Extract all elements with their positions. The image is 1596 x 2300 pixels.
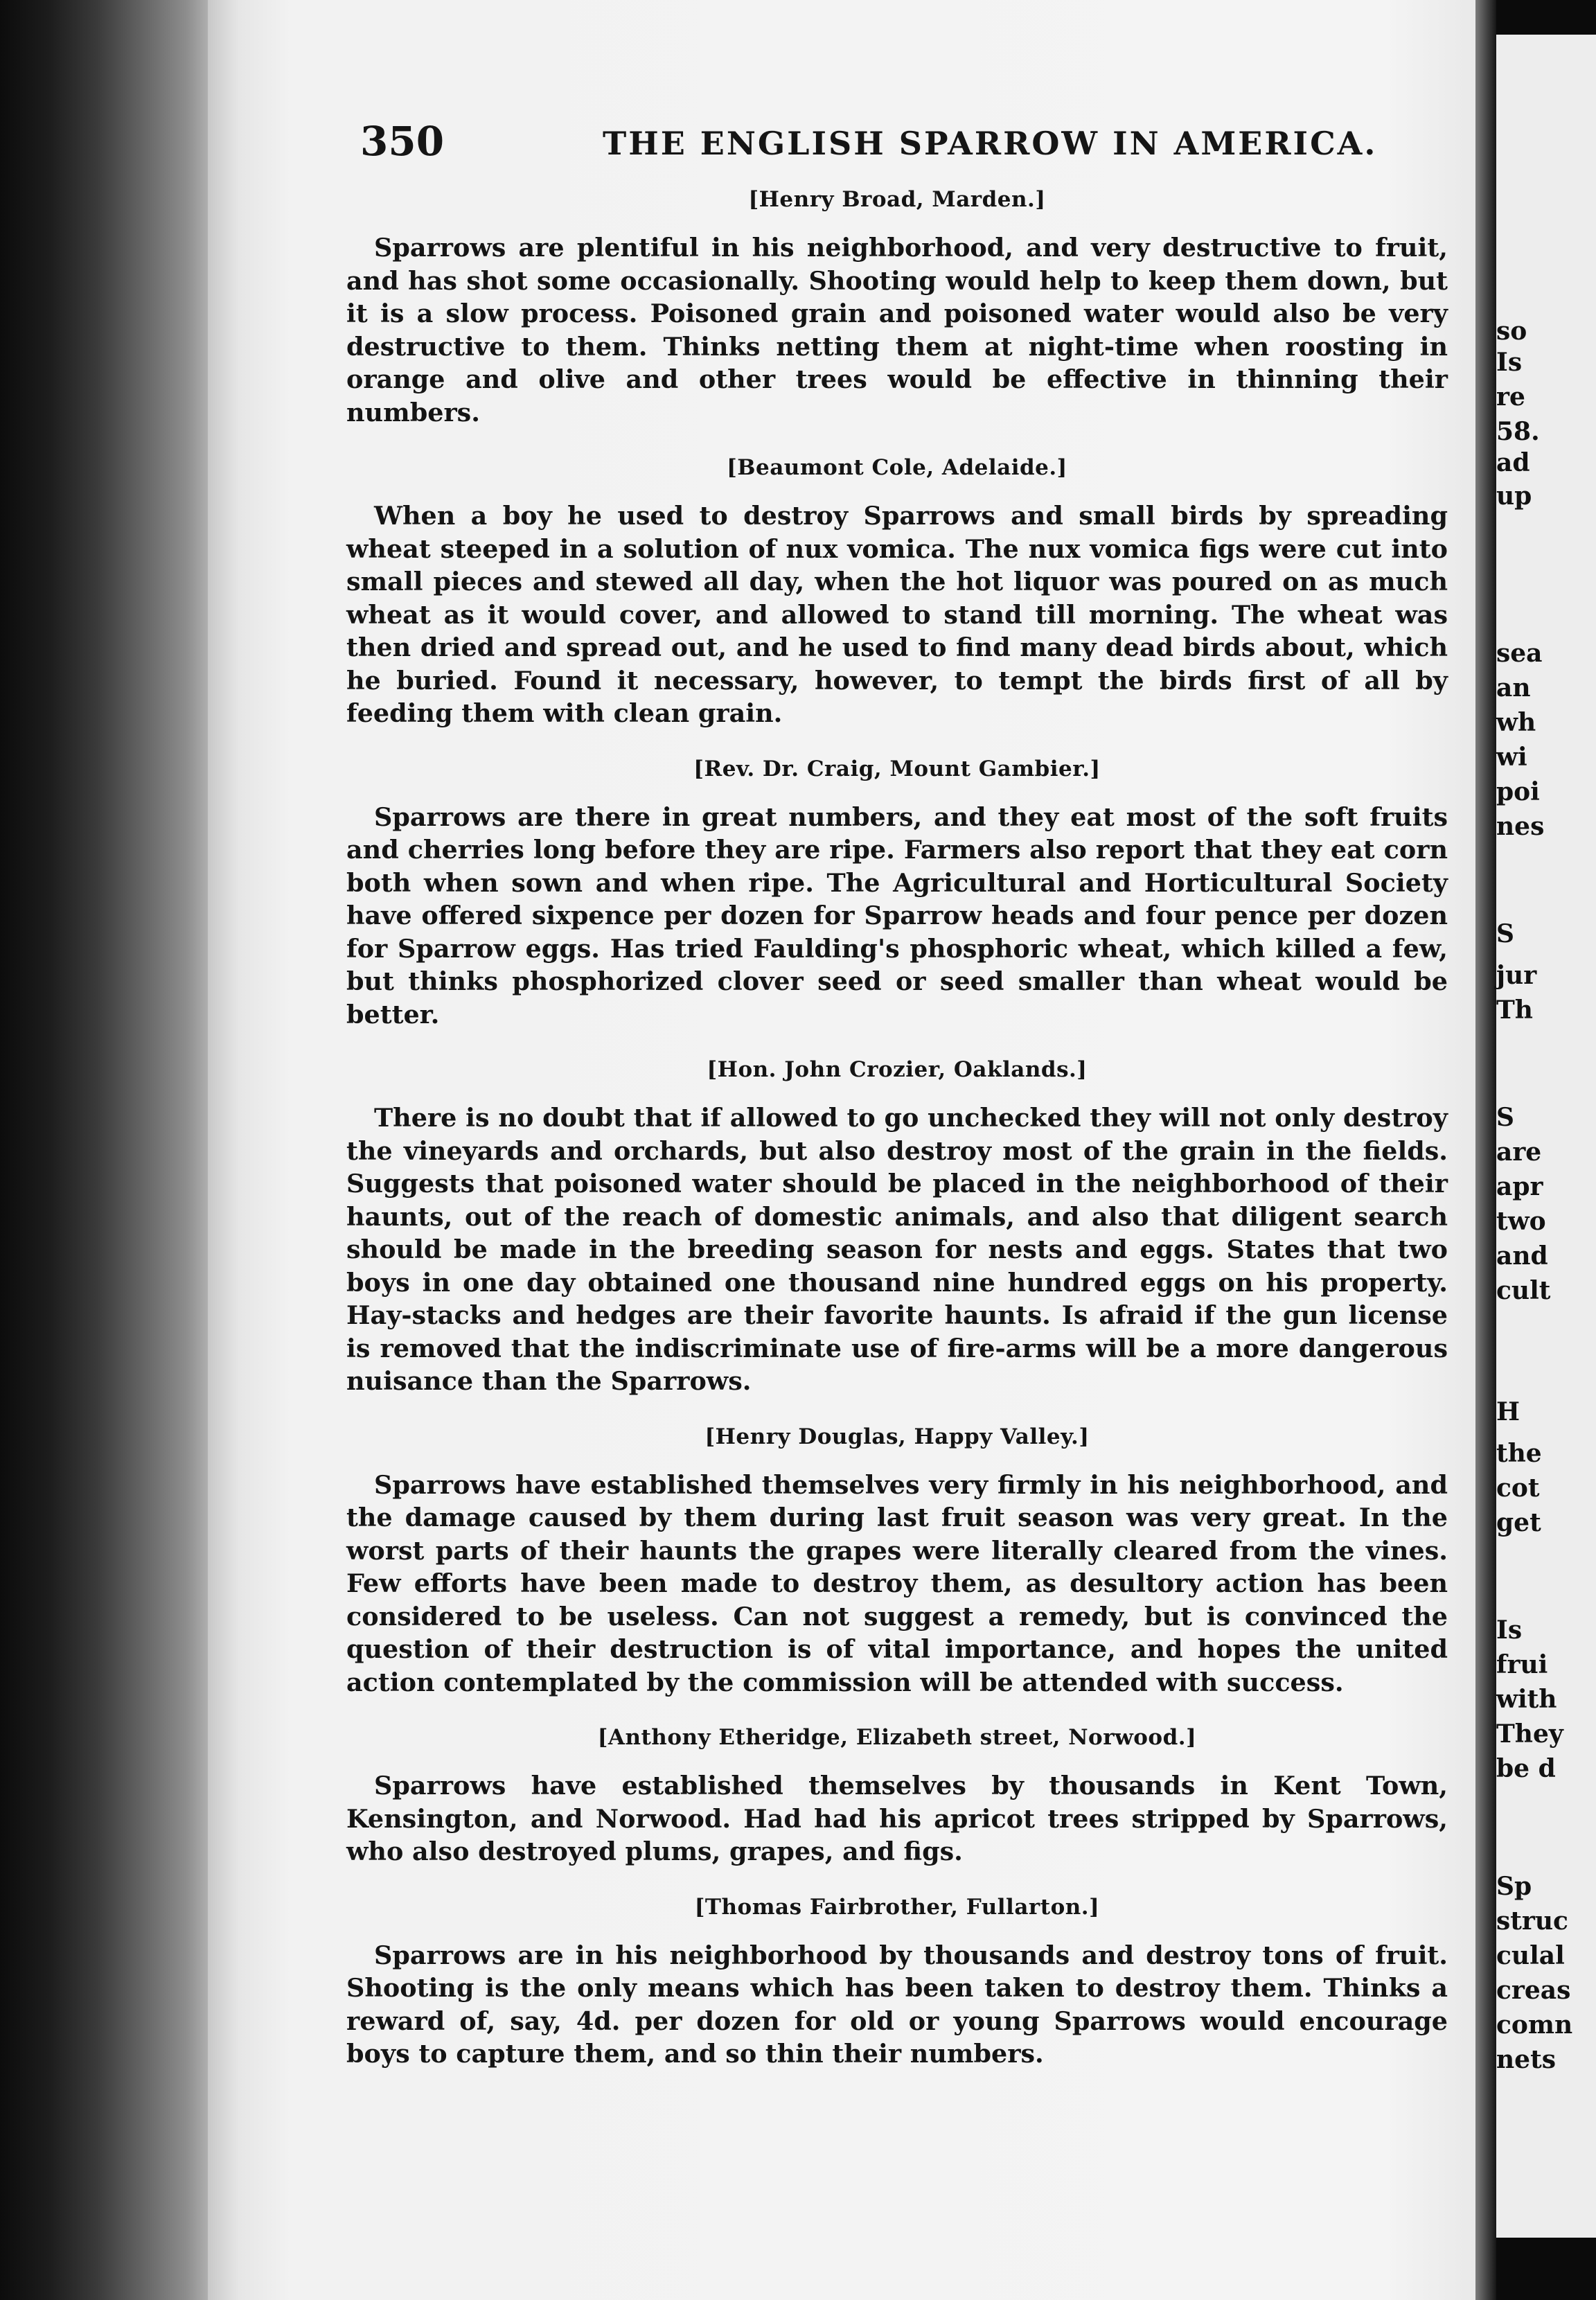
- correspondent-entry: [346, 455, 1448, 730]
- facing-text-fragment: and: [1496, 1241, 1548, 1271]
- book-binding-edge: [0, 0, 229, 2300]
- entry-attribution: [Hon. John Crozier, Oaklands.]: [707, 1057, 1088, 1082]
- entry-text: Sparrows have established themselves very firmly in his neighborhood, and the damage caused by them during last fruit season was very great. In the worst parts of their haunts the grapes were literally cleared from the vines. Few efforts have been made to destroy them, as desultory action has been considered to be useless. Can not suggest a remedy, but is convinced the question of their destruction is of vital importance, and hopes the united action contemplated by the commission will be attended with success.: [346, 1469, 1448, 1697]
- entry-text: Sparrows have established themselves by thousands in Kent Town, Kensington, and Norwood. Had had his apricot trees stripped by Sparrows, who also destroyed plums, grapes, and figs.: [346, 1771, 1448, 1866]
- facing-text-fragment: get: [1496, 1508, 1541, 1537]
- entry-attribution: [Thomas Fairbrother, Fullarton.]: [694, 1894, 1100, 1920]
- facing-text-fragment: wh: [1496, 708, 1536, 737]
- facing-text-fragment: nes: [1496, 812, 1545, 841]
- facing-text-fragment: poi: [1496, 777, 1540, 806]
- facing-text-fragment: ad: [1496, 448, 1530, 477]
- facing-text-fragment: up: [1496, 481, 1532, 511]
- entry-attribution: [Anthony Etheridge, Elizabeth street, Norwood.]: [597, 1725, 1197, 1750]
- entry-text: Sparrows are there in great numbers, and they eat most of the soft fruits and cherries long before they are ripe. Farmers also report that they eat corn both when sown and when ripe. The Agricultural and Horticultural Society have offered sixpence per dozen for Sparrow heads and four pence per dozen for Sparrow eggs. Has tried Faulding's phosphoric wheat, which killed a few, but thinks phosphorized clover seed or seed smaller than wheat would be better.: [346, 802, 1448, 1029]
- facing-text-fragment: 58.: [1496, 417, 1540, 446]
- facing-text-fragment: jur: [1496, 961, 1537, 990]
- facing-text-fragment: are: [1496, 1138, 1542, 1167]
- facing-text-fragment: with: [1496, 1685, 1557, 1714]
- facing-text-fragment: S: [1496, 919, 1514, 948]
- correspondent-entry: [346, 1057, 1448, 1398]
- facing-text-fragment: S: [1496, 1103, 1514, 1132]
- entry-attribution: [Henry Douglas, Happy Valley.]: [704, 1424, 1090, 1449]
- correspondent-entry: [346, 757, 1448, 1032]
- page-number: 350: [360, 118, 445, 165]
- facing-text-fragment: two: [1496, 1207, 1546, 1236]
- facing-text-fragment: cot: [1496, 1474, 1540, 1503]
- facing-text-fragment: sea: [1496, 639, 1543, 668]
- facing-text-fragment: They: [1496, 1719, 1563, 1749]
- facing-text-fragment: an: [1496, 673, 1531, 702]
- facing-text-fragment: re: [1496, 382, 1525, 412]
- page-body: [346, 187, 1448, 2097]
- page-gutter: [1475, 0, 1496, 2300]
- facing-text-fragment: creas: [1496, 1976, 1571, 2005]
- facing-page-fragment: [1496, 35, 1596, 2238]
- facing-text-fragment: so: [1496, 317, 1527, 346]
- facing-text-fragment: Is: [1496, 348, 1523, 377]
- correspondent-entry: [346, 1895, 1448, 2071]
- correspondent-entry: [346, 1424, 1448, 1699]
- facing-text-fragment: comn: [1496, 2010, 1573, 2040]
- entry-text: There is no doubt that if allowed to go unchecked they will not only destroy the vineyards and orchards, but also destroy most of the grain in the fields. Suggests that poisoned water should be placed in the neighborhood of their haunts, out of the reach of domestic animals, and also that diligent search should be made in the breeding season for nests and eggs. States that two boys in one day obtained one thousand nine hundred eggs on his property. Hay-stacks and hedges are their favorite haunts. Is afraid if the gun license is removed that the indiscriminate use of fire-arms will be a more dangerous nuisance than the Sparrows.: [346, 1103, 1448, 1396]
- facing-text-fragment: Th: [1496, 996, 1533, 1025]
- facing-text-fragment: Is: [1496, 1616, 1523, 1645]
- entry-text: Sparrows are in his neighborhood by thousands and destroy tons of fruit. Shooting is the only means which has been taken to destroy them. Thinks a reward of, say, 4d. per dozen for old or young Sparrows would encourage boys to capture them, and so thin their numbers.: [346, 1940, 1448, 2069]
- facing-text-fragment: apr: [1496, 1172, 1543, 1201]
- entry-text: When a boy he used to destroy Sparrows and small birds by spreading wheat steeped in a solution of nux vomica. The nux vomica figs were cut into small pieces and stewed all day, when the hot liquor was poured on as much wheat as it would cover, and allowed to stand till morning. The wheat was then dried and spread out, and he used to find many dead birds about, which he buried. Found it necessary, however, to tempt the birds first of all by feeding them with clean grain.: [346, 501, 1448, 728]
- facing-text-fragment: frui: [1496, 1650, 1548, 1679]
- running-title: THE ENGLISH SPARROW IN AMERICA.: [603, 125, 1378, 162]
- page-header: [346, 118, 1579, 166]
- facing-text-fragment: culal: [1496, 1941, 1565, 1970]
- facing-text-fragment: Sp: [1496, 1872, 1532, 1901]
- facing-text-fragment: be d: [1496, 1754, 1556, 1783]
- correspondent-entry: [346, 1725, 1448, 1868]
- facing-text-fragment: the: [1496, 1439, 1542, 1468]
- entry-attribution: [Rev. Dr. Craig, Mount Gambier.]: [693, 756, 1101, 781]
- facing-text-fragment: nets: [1496, 2045, 1556, 2074]
- facing-text-fragment: H: [1496, 1397, 1520, 1426]
- entry-text: Sparrows are plentiful in his neighborhood, and very destructive to fruit, and has shot some occasionally. Shooting would help to keep them down, but it is a slow process. Poisoned grain and poisoned water would also be very destructive to them. Thinks netting them at night-time when roosting in orange and olive and other trees would be effective in thinning their numbers.: [346, 233, 1448, 427]
- entry-attribution: [Beaumont Cole, Adelaide.]: [727, 455, 1067, 480]
- facing-text-fragment: struc: [1496, 1907, 1568, 1936]
- facing-text-fragment: cult: [1496, 1276, 1551, 1305]
- facing-text-fragment: wi: [1496, 743, 1527, 772]
- correspondent-entry: [346, 187, 1448, 429]
- entry-attribution: [Henry Broad, Marden.]: [748, 187, 1046, 212]
